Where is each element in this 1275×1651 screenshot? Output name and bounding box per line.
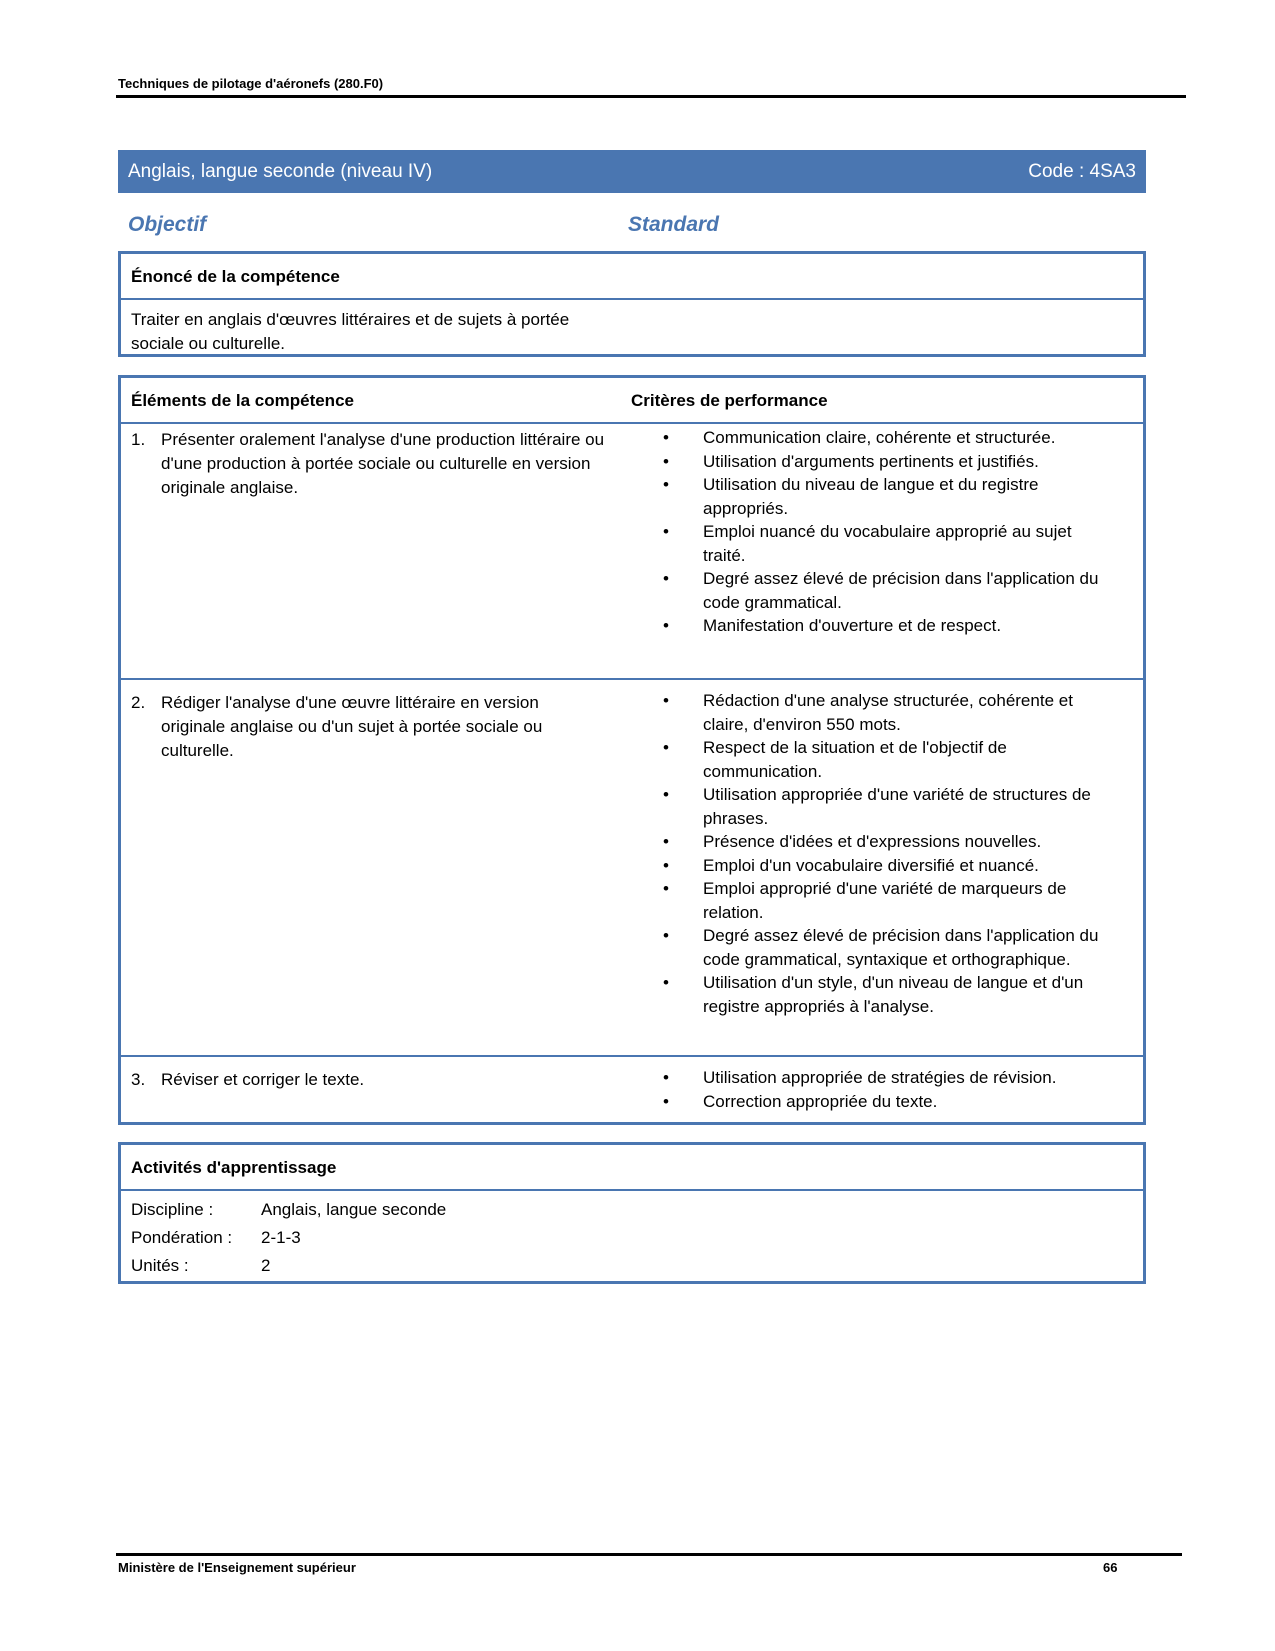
- criteria-heading: Critères de performance: [631, 391, 828, 410]
- footer-ministry: Ministère de l'Enseignement supérieur: [118, 1560, 356, 1575]
- standard-heading: Standard: [628, 213, 720, 236]
- element-row-2: [131, 691, 601, 763]
- list-item: • Utilisation d'arguments pertinents et justifiés.: [663, 450, 1103, 474]
- list-item: [131, 428, 611, 500]
- element-number: 1.: [131, 430, 146, 449]
- list-item: • Rédaction d'une analyse structurée, cohérente et claire, d'environ 550 mots.: [663, 689, 1103, 736]
- criteria-list-3: [663, 1066, 1103, 1113]
- list-item: • Présence d'idées et d'expressions nouvelles.: [663, 830, 1103, 854]
- weighting-label: Pondération :: [131, 1228, 233, 1247]
- page-number: 66: [1103, 1560, 1118, 1575]
- objective-heading: Objectif: [128, 213, 207, 236]
- list-item: • Utilisation d'un style, d'un niveau de langue et d'un registre appropriés à l'analyse.: [663, 971, 1103, 1018]
- criteria-list-2: [663, 689, 1103, 1018]
- row-divider: [121, 678, 1143, 680]
- row-divider: [121, 1055, 1143, 1057]
- element-row-3: [131, 1068, 611, 1092]
- competence-statement-heading: Énoncé de la compétence: [131, 267, 340, 286]
- course-title: Anglais, langue seconde (niveau IV): [128, 161, 433, 182]
- list-item: • Communication claire, cohérente et structurée.: [663, 426, 1103, 450]
- running-header: Techniques de pilotage d'aéronefs (280.F0): [118, 76, 384, 91]
- elements-table-header: [121, 378, 1143, 424]
- course-title-bar: [118, 150, 1146, 193]
- list-item: • Correction appropriée du texte.: [663, 1090, 1103, 1114]
- element-text: Rédiger l'analyse d'une œuvre littéraire en version originale anglaise ou d'un sujet à portée sociale ou culturelle.: [161, 693, 543, 760]
- learning-activities-header: [121, 1145, 1143, 1191]
- list-item: [131, 691, 601, 763]
- discipline-value: Anglais, langue seconde: [261, 1200, 447, 1219]
- list-item: • Utilisation appropriée d'une variété de structures de phrases.: [663, 783, 1103, 830]
- list-item: • Degré assez élevé de précision dans l'application du code grammatical, syntaxique et orthographique.: [663, 924, 1103, 971]
- list-item: • Manifestation d'ouverture et de respect.: [663, 614, 1103, 638]
- course-code: Code : 4SA3: [1028, 161, 1136, 182]
- competence-statement-text: Traiter en anglais d'œuvres littéraires et de sujets à portée sociale ou culturelle.: [131, 310, 570, 353]
- list-item: • Emploi nuancé du vocabulaire approprié au sujet traité.: [663, 520, 1103, 567]
- elements-heading: Éléments de la compétence: [131, 391, 354, 410]
- element-number: 2.: [131, 693, 146, 712]
- weighting-value: 2-1-3: [261, 1228, 301, 1247]
- list-item: • Respect de la situation et de l'objectif de communication.: [663, 736, 1103, 783]
- list-item: [131, 1068, 611, 1092]
- list-item: • Utilisation appropriée de stratégies de révision.: [663, 1066, 1103, 1090]
- discipline-label: Discipline :: [131, 1200, 214, 1219]
- header-rule: [116, 95, 1186, 98]
- competence-statement-box: [118, 251, 1146, 357]
- list-item: • Emploi d'un vocabulaire diversifié et nuancé.: [663, 854, 1103, 878]
- discipline-row: [131, 1200, 446, 1220]
- learning-activities-box: [118, 1142, 1146, 1284]
- footer-rule: [116, 1553, 1182, 1556]
- list-item: • Emploi approprié d'une variété de marqueurs de relation.: [663, 877, 1103, 924]
- element-text: Présenter oralement l'analyse d'une production littéraire ou d'une production à portée sociale ou culturelle en version originale anglaise.: [161, 430, 605, 497]
- criteria-list-1: [663, 426, 1103, 638]
- elements-table: [118, 375, 1146, 1125]
- element-text: Réviser et corriger le texte.: [161, 1070, 365, 1089]
- units-row: [131, 1256, 270, 1276]
- learning-activities-heading: Activités d'apprentissage: [131, 1158, 337, 1177]
- element-number: 3.: [131, 1070, 146, 1089]
- units-value: 2: [261, 1256, 271, 1275]
- competence-statement-header: [121, 254, 1143, 300]
- weighting-row: [131, 1228, 301, 1248]
- element-row-1: [131, 428, 611, 500]
- list-item: • Degré assez élevé de précision dans l'application du code grammatical.: [663, 567, 1103, 614]
- list-item: • Utilisation du niveau de langue et du registre appropriés.: [663, 473, 1103, 520]
- units-label: Unités :: [131, 1256, 189, 1275]
